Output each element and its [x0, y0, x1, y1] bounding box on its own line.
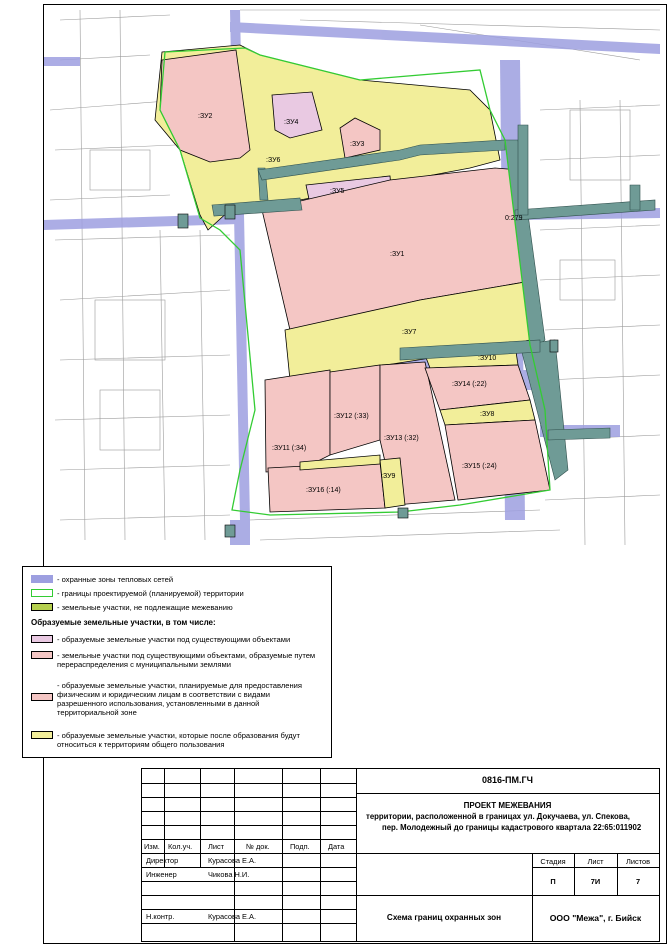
survey-map: [44, 5, 664, 555]
map-legend: [22, 566, 332, 758]
parcel-zu11: [265, 370, 330, 472]
company-name: ООО "Межа", г. Бийск: [549, 913, 642, 923]
label-zu7: :ЗУ7: [402, 329, 417, 336]
label-parcel279: 0:279: [505, 215, 523, 222]
project-title: ПРОЕКТ МЕЖЕВАНИЯ: [463, 801, 552, 810]
stage-label: Стадия: [540, 857, 566, 866]
label-zu8: :ЗУ8: [480, 411, 495, 418]
sheet-title: Схема границ охранных зон: [386, 913, 502, 922]
col-doc: № док.: [246, 842, 270, 851]
label-zu12: :ЗУ12 (:33): [334, 413, 369, 420]
legend-item-under-existing: - образуемые земельные участки под существующими объектами: [31, 635, 321, 644]
col-podp: Подп.: [290, 842, 310, 851]
heat-zone-swatch: [31, 575, 53, 583]
sheet-label: Лист: [587, 857, 604, 866]
role-engineer: Инженер: [146, 870, 177, 879]
title-block: [141, 768, 660, 942]
parcel-zu15: [445, 420, 550, 500]
label-zu2: :ЗУ2: [198, 113, 213, 120]
sheets-label: Листов: [625, 857, 650, 866]
col-kol: Кол.уч.: [168, 842, 193, 851]
label-zu14: :ЗУ14 (:22): [452, 381, 487, 388]
legend-item-public: - образуемые земельные участки, которые после образования будут относиться к территориям общего пользования: [31, 731, 321, 749]
label-zu13: :ЗУ13 (:32): [384, 435, 419, 442]
sheets-value: 7: [635, 877, 641, 886]
role-director: Директор: [146, 856, 179, 865]
label-zu4: :ЗУ4: [284, 119, 299, 126]
col-izm: Изм.: [144, 842, 160, 851]
not-surveyed-swatch: [31, 603, 53, 611]
legend-item-redistribution: - земельные участки под существующими объектами, образуемые путем перераспределения с муниципальными землями: [31, 651, 321, 669]
col-list: Лист: [208, 842, 225, 851]
label-zu3: :ЗУ3: [350, 141, 365, 148]
col-date: Дата: [328, 842, 345, 851]
legend-item-heat: - охранные зоны тепловых сетей: [31, 575, 173, 584]
parcel-zu12: [330, 365, 380, 455]
boundary-swatch: [31, 589, 53, 597]
stage-value: П: [550, 877, 556, 886]
label-zu11: :ЗУ11 (:34): [272, 445, 307, 452]
doc-code: 0816-ПМ.ГЧ: [482, 775, 533, 785]
name-director: Курасова Е.А.: [208, 856, 256, 865]
redistribution-swatch: [31, 651, 53, 659]
label-zu5: :ЗУ5: [330, 188, 345, 195]
name-control: Курасова Е.А.: [208, 912, 256, 921]
public-swatch: [31, 731, 53, 739]
legend-item-planned: - образуемые земельные участки, планируемые для предоставления физическим и юридическим лицам в соответствии с видами разрешенного использования, установленными в данной территориальной зоне: [31, 681, 321, 717]
label-zu9: :ЗУ9: [381, 473, 396, 480]
role-control: Н.контр.: [146, 912, 175, 921]
sheet-value: 7И: [590, 877, 601, 886]
parcels: [155, 45, 550, 512]
project-desc-2: пер. Молодежный до границы кадастрового квартала 22:65:011902: [382, 823, 642, 832]
project-desc-1: территории, расположенной в границах ул. Докучаева, ул. Спекова,: [366, 812, 630, 821]
label-zu10: :ЗУ10: [478, 355, 497, 362]
name-engineer: Чикова Н.И.: [208, 870, 250, 879]
legend-item-boundary: - границы проектируемой (планируемой) территории: [31, 589, 244, 598]
planned-swatch: [31, 693, 53, 701]
under-existing-swatch: [31, 635, 53, 643]
label-zu16: :ЗУ16 (:14): [306, 487, 341, 494]
legend-heading: Образуемые земельные участки, в том числе:: [31, 618, 216, 627]
label-zu15: :ЗУ15 (:24): [462, 463, 497, 470]
label-zu6: :ЗУ6: [266, 157, 281, 164]
legend-item-not-surveyed: - земельные участки, не подлежащие межеванию: [31, 603, 233, 612]
label-zu1: :ЗУ1: [390, 251, 405, 258]
